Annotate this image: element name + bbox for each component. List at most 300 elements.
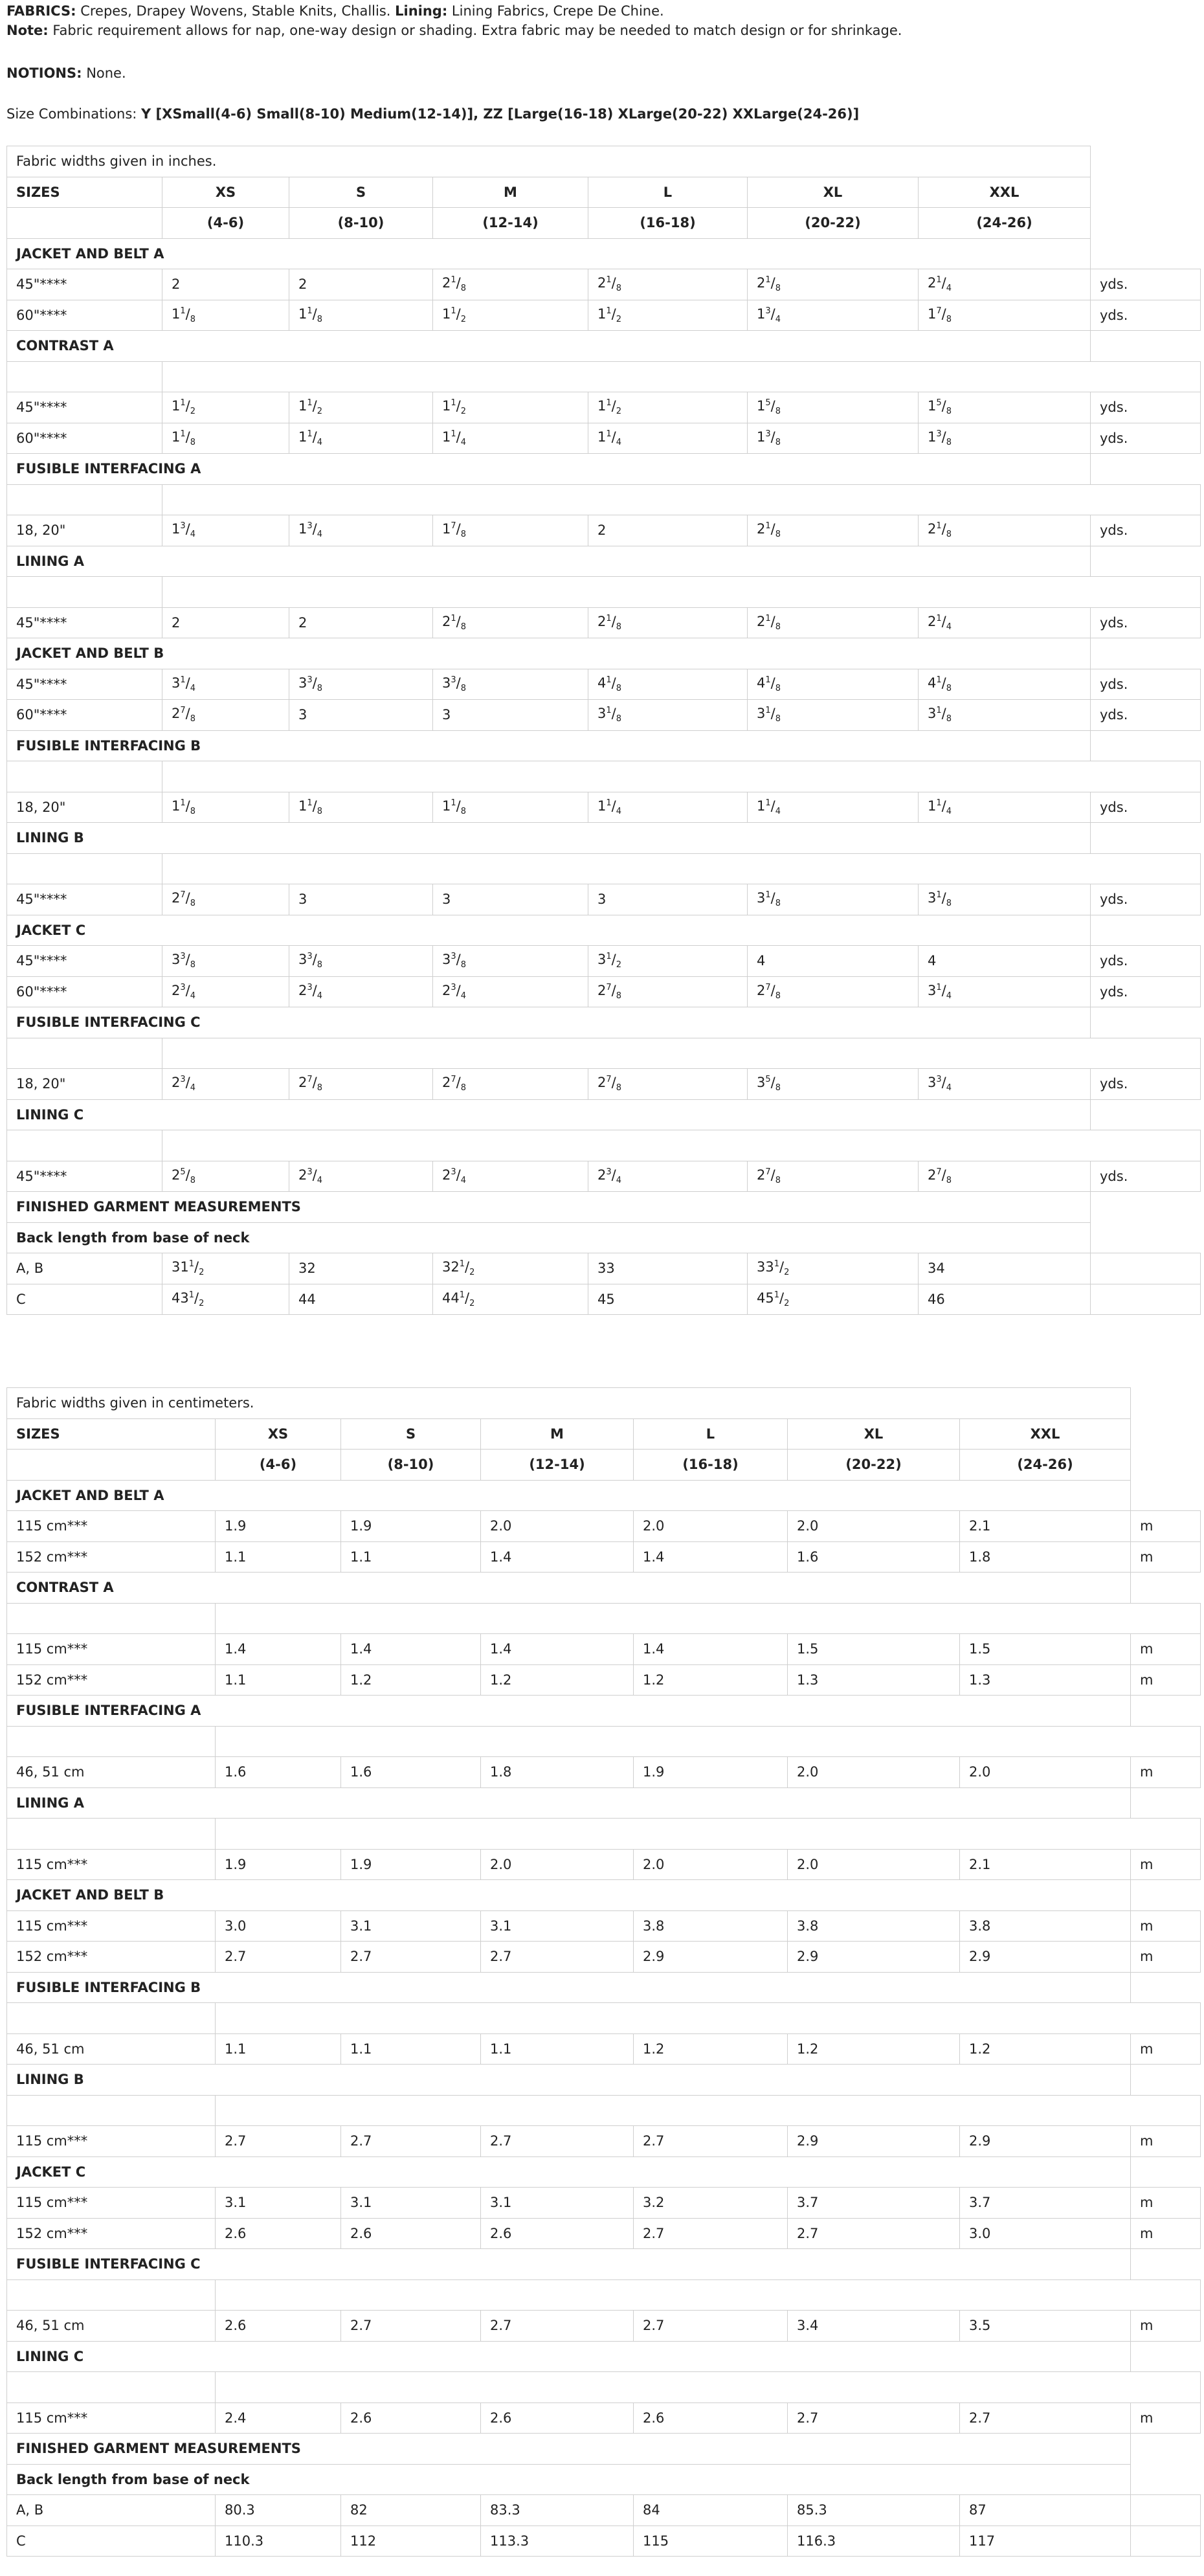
size-value xyxy=(588,700,748,731)
size-value xyxy=(919,1161,1091,1192)
size-value: 2.7 xyxy=(634,2311,788,2342)
unit-spacer xyxy=(1091,1222,1201,1253)
size-value: 2.6 xyxy=(481,2218,634,2249)
size-value: 2.7 xyxy=(634,2218,788,2249)
size-value xyxy=(748,1161,919,1192)
unit-spacer xyxy=(1131,1787,1201,1819)
sizes-header-row xyxy=(7,1418,1201,1450)
section-title: LINING C xyxy=(7,1099,1091,1130)
size-value xyxy=(162,1069,289,1100)
size-value: 33 xyxy=(588,1253,748,1284)
mixed-fraction: $3^1/_4$ xyxy=(928,982,952,1001)
size-value: 4 xyxy=(748,946,919,977)
size-value: 1.1 xyxy=(341,1541,481,1573)
row-label: 60"**** xyxy=(7,976,162,1007)
mixed-fraction: $2^1/_4$ xyxy=(928,275,952,294)
size-value: 1.4 xyxy=(481,1541,634,1573)
size-value: 1.2 xyxy=(341,1664,481,1696)
mixed-fraction: $2^7/_8$ xyxy=(757,982,781,1001)
size-value xyxy=(748,884,919,915)
blank-row xyxy=(7,1819,1201,1850)
section-row xyxy=(7,1007,1201,1038)
unit-cell: yds. xyxy=(1091,976,1201,1007)
mixed-fraction: $3^3/_4$ xyxy=(928,1075,952,1093)
table-row xyxy=(7,2402,1201,2434)
size-value: 3.8 xyxy=(788,1910,960,1942)
section-row xyxy=(7,1480,1201,1511)
mixed-fraction: $1^1/_4$ xyxy=(442,429,467,447)
unit-spacer xyxy=(1131,2341,1201,2372)
empty-cell xyxy=(7,1130,162,1161)
table-row xyxy=(7,2218,1201,2249)
unit-spacer xyxy=(1131,2065,1201,2096)
size-value xyxy=(588,423,748,454)
mixed-fraction: $1^1/_2$ xyxy=(597,306,622,324)
size-header: XL xyxy=(788,1418,960,1450)
section-title: JACKET C xyxy=(7,2156,1131,2188)
empty-cell xyxy=(7,2095,216,2126)
blank-row xyxy=(7,1603,1201,1634)
unit-cell: yds. xyxy=(1091,392,1201,423)
unit-cell xyxy=(1131,2495,1201,2526)
section-row xyxy=(7,2464,1201,2495)
table-row xyxy=(7,2495,1201,2526)
mixed-fraction: $32^1/_2$ xyxy=(442,1259,475,1278)
empty-cell xyxy=(162,361,1201,392)
mixed-fraction: $2^3/_4$ xyxy=(442,982,467,1001)
size-range: (8-10) xyxy=(341,1450,481,1481)
row-label: 18, 20" xyxy=(7,1069,162,1100)
size-combinations-line xyxy=(6,104,859,124)
section-row xyxy=(7,1787,1201,1819)
size-range: (8-10) xyxy=(289,208,433,239)
size-value: 2.9 xyxy=(788,2126,960,2157)
empty-cell xyxy=(7,361,162,392)
size-value xyxy=(433,423,588,454)
size-value xyxy=(433,269,588,300)
blank-row xyxy=(7,2095,1201,2126)
unit-spacer xyxy=(1131,1480,1201,1511)
mixed-fraction: $3^1/_8$ xyxy=(757,890,781,909)
unit-cell: m xyxy=(1131,2188,1201,2219)
row-label: 115 cm*** xyxy=(7,2188,216,2219)
size-value: 1.1 xyxy=(341,2033,481,2065)
size-value: 1.5 xyxy=(960,1634,1131,1665)
table-row xyxy=(7,1942,1201,1973)
size-value: 1.1 xyxy=(481,2033,634,2065)
size-header: XXL xyxy=(919,177,1091,208)
size-value: 1.9 xyxy=(216,1511,341,1542)
size-range: (16-18) xyxy=(634,1450,788,1481)
section-title: LINING A xyxy=(7,1787,1131,1819)
size-value: 2.9 xyxy=(960,1942,1131,1973)
mixed-fraction: $4^1/_8$ xyxy=(757,675,781,693)
size-header: XXL xyxy=(960,1418,1131,1450)
size-value xyxy=(588,669,748,700)
unit-spacer xyxy=(1091,454,1201,485)
size-value: 1.3 xyxy=(960,1664,1131,1696)
row-label: 45"**** xyxy=(7,669,162,700)
mixed-fraction: $1^1/_2$ xyxy=(442,306,467,324)
mixed-fraction: $1^3/_8$ xyxy=(757,429,781,447)
mixed-fraction: $1^1/_2$ xyxy=(597,398,622,417)
unit-cell: m xyxy=(1131,2218,1201,2249)
size-value: 1.8 xyxy=(481,1757,634,1788)
size-value xyxy=(162,792,289,823)
mixed-fraction: $4^1/_8$ xyxy=(928,675,952,693)
unit-spacer xyxy=(1091,915,1201,946)
section-title: JACKET AND BELT A xyxy=(7,1480,1131,1511)
caption-row xyxy=(7,1388,1201,1419)
size-value xyxy=(919,607,1091,638)
size-value: 1.9 xyxy=(341,1511,481,1542)
row-label: 46, 51 cm xyxy=(7,2311,216,2342)
unit-cell: m xyxy=(1131,1942,1201,1973)
row-label: 115 cm*** xyxy=(7,2402,216,2434)
mixed-fraction: $2^3/_4$ xyxy=(172,1075,196,1093)
size-value: 2 xyxy=(289,269,433,300)
size-value: 2.7 xyxy=(341,2311,481,2342)
size-value: 2.6 xyxy=(341,2402,481,2434)
size-value xyxy=(162,1161,289,1192)
mixed-fraction: $3^3/_8$ xyxy=(298,952,323,970)
mixed-fraction: $45^1/_2$ xyxy=(757,1290,790,1308)
unit-cell: yds. xyxy=(1091,300,1201,331)
row-label: 152 cm*** xyxy=(7,1541,216,1573)
table-row xyxy=(7,792,1201,823)
row-label: C xyxy=(7,1284,162,1315)
mixed-fraction: $1^3/_4$ xyxy=(757,306,781,324)
size-value xyxy=(588,792,748,823)
mixed-fraction: $2^7/_8$ xyxy=(172,890,196,909)
empty-cell xyxy=(7,208,162,239)
size-value xyxy=(748,700,919,731)
size-value xyxy=(162,669,289,700)
table-row xyxy=(7,392,1201,423)
size-header: XS xyxy=(216,1418,341,1450)
mixed-fraction: $2^7/_8$ xyxy=(597,1075,622,1093)
row-label: 45"**** xyxy=(7,269,162,300)
section-title: JACKET AND BELT B xyxy=(7,638,1091,669)
row-label: 45"**** xyxy=(7,1161,162,1192)
size-value xyxy=(919,1069,1091,1100)
size-value: 2.6 xyxy=(634,2402,788,2434)
mixed-fraction: $1^1/_2$ xyxy=(298,398,323,417)
size-value xyxy=(588,946,748,977)
size-value: 1.2 xyxy=(788,2033,960,2065)
unit-cell: yds. xyxy=(1091,669,1201,700)
section-row xyxy=(7,823,1201,854)
empty-cell xyxy=(7,853,162,884)
unit-spacer xyxy=(1091,208,1201,239)
size-value xyxy=(748,269,919,300)
mixed-fraction: $2^1/_4$ xyxy=(928,613,952,632)
size-header: L xyxy=(634,1418,788,1450)
section-title: FUSIBLE INTERFACING A xyxy=(7,1696,1131,1727)
unit-cell: m xyxy=(1131,1541,1201,1573)
mixed-fraction: $2^1/_8$ xyxy=(757,275,781,294)
mixed-fraction: $3^5/_8$ xyxy=(757,1075,781,1093)
unit-cell: yds. xyxy=(1091,1161,1201,1192)
row-label: 115 cm*** xyxy=(7,1910,216,1942)
size-value: 2 xyxy=(588,515,748,546)
size-value xyxy=(433,607,588,638)
mixed-fraction: $2^7/_8$ xyxy=(928,1167,952,1185)
blank-row xyxy=(7,1726,1201,1757)
empty-cell xyxy=(7,2279,216,2311)
section-title: CONTRAST A xyxy=(7,331,1091,362)
row-label: 115 cm*** xyxy=(7,1511,216,1542)
size-value: 3.8 xyxy=(634,1910,788,1942)
size-value: 115 xyxy=(634,2526,788,2557)
size-value xyxy=(433,515,588,546)
unit-cell: yds. xyxy=(1091,1069,1201,1100)
table-row xyxy=(7,2033,1201,2065)
size-value xyxy=(748,607,919,638)
size-value xyxy=(919,976,1091,1007)
unit-cell: m xyxy=(1131,2402,1201,2434)
section-title: FUSIBLE INTERFACING B xyxy=(7,730,1091,761)
fabrics-label: FABRICS: xyxy=(6,3,76,19)
section-row xyxy=(7,238,1201,269)
size-value: 4 xyxy=(919,946,1091,977)
mixed-fraction: $1^1/_4$ xyxy=(928,798,952,816)
size-value xyxy=(748,392,919,423)
empty-cell xyxy=(7,761,162,792)
sizes-label: SIZES xyxy=(7,1418,216,1450)
size-value xyxy=(162,515,289,546)
section-row xyxy=(7,1696,1201,1727)
size-value: 2.7 xyxy=(481,1942,634,1973)
size-value: 1.3 xyxy=(788,1664,960,1696)
mixed-fraction: $1^1/_4$ xyxy=(757,798,781,816)
mixed-fraction: $1^1/_8$ xyxy=(442,798,467,816)
size-header: XS xyxy=(162,177,289,208)
size-value: 82 xyxy=(341,2495,481,2526)
unit-spacer xyxy=(1091,331,1201,362)
size-value: 3 xyxy=(289,700,433,731)
size-value: 3.1 xyxy=(341,1910,481,1942)
table-row xyxy=(7,700,1201,731)
size-value: 1.8 xyxy=(960,1541,1131,1573)
section-row xyxy=(7,1192,1201,1223)
size-value: 112 xyxy=(341,2526,481,2557)
size-value: 2.7 xyxy=(788,2402,960,2434)
table-row xyxy=(7,515,1201,546)
blank-row xyxy=(7,761,1201,792)
mixed-fraction: $3^3/_8$ xyxy=(442,952,467,970)
size-value xyxy=(919,884,1091,915)
row-label: 115 cm*** xyxy=(7,2126,216,2157)
row-label: A, B xyxy=(7,1253,162,1284)
mixed-fraction: $1^3/_8$ xyxy=(928,429,952,447)
mixed-fraction: $2^3/_4$ xyxy=(298,982,323,1001)
size-value: 2.7 xyxy=(341,1942,481,1973)
empty-cell xyxy=(7,1038,162,1069)
size-range: (24-26) xyxy=(919,208,1091,239)
row-label: 45"**** xyxy=(7,884,162,915)
mixed-fraction: $2^7/_8$ xyxy=(442,1075,467,1093)
size-value xyxy=(433,792,588,823)
size-value: 1.1 xyxy=(216,1541,341,1573)
empty-cell xyxy=(162,761,1201,792)
size-value: 3.1 xyxy=(341,2188,481,2219)
mixed-fraction: $1^1/_4$ xyxy=(298,429,323,447)
size-value: 2 xyxy=(162,269,289,300)
size-value xyxy=(748,423,919,454)
blank-row xyxy=(7,2279,1201,2311)
mixed-fraction: $3^1/_8$ xyxy=(597,706,622,724)
mixed-fraction: $1^3/_4$ xyxy=(172,521,196,540)
size-value xyxy=(748,300,919,331)
table-row xyxy=(7,2126,1201,2157)
unit-cell: yds. xyxy=(1091,269,1201,300)
unit-spacer xyxy=(1091,146,1201,177)
size-value xyxy=(748,1284,919,1315)
unit-cell: m xyxy=(1131,1910,1201,1942)
size-value: 110.3 xyxy=(216,2526,341,2557)
unit-cell xyxy=(1091,1284,1201,1315)
size-value xyxy=(433,1284,588,1315)
size-value: 3.0 xyxy=(960,2218,1131,2249)
section-title: FINISHED GARMENT MEASUREMENTS xyxy=(7,2434,1131,2465)
section-row xyxy=(7,546,1201,577)
mixed-fraction: $1^1/_8$ xyxy=(172,306,196,324)
size-value xyxy=(433,1161,588,1192)
section-row xyxy=(7,454,1201,485)
row-label: 152 cm*** xyxy=(7,1942,216,1973)
section-title: FUSIBLE INTERFACING B xyxy=(7,1972,1131,2003)
row-label: 152 cm*** xyxy=(7,2218,216,2249)
size-value: 2.0 xyxy=(788,1511,960,1542)
size-value xyxy=(748,515,919,546)
mixed-fraction: $3^1/_8$ xyxy=(757,706,781,724)
size-range: (4-6) xyxy=(216,1450,341,1481)
unit-spacer xyxy=(1131,2249,1201,2280)
row-label: 60"**** xyxy=(7,700,162,731)
mixed-fraction: $1^5/_8$ xyxy=(757,398,781,417)
mixed-fraction: $1^1/_8$ xyxy=(172,429,196,447)
mixed-fraction: $2^1/_8$ xyxy=(442,613,467,632)
size-value: 3 xyxy=(289,884,433,915)
section-title: LINING A xyxy=(7,546,1091,577)
size-value xyxy=(588,1069,748,1100)
size-value xyxy=(162,1253,289,1284)
size-value: 2.6 xyxy=(341,2218,481,2249)
size-value: 2.9 xyxy=(788,1942,960,1973)
table-row xyxy=(7,607,1201,638)
table-row xyxy=(7,1910,1201,1942)
size-value xyxy=(433,1253,588,1284)
size-combinations-text: Y [XSmall(4-6) Small(8-10) Medium(12-14)], ZZ [Large(16-18) XLarge(20-22) XXLarge(24-26)] xyxy=(141,106,860,122)
size-value: 2.0 xyxy=(634,1849,788,1880)
table-caption: Fabric widths given in inches. xyxy=(7,146,1091,177)
size-value: 1.6 xyxy=(216,1757,341,1788)
empty-cell xyxy=(7,2372,216,2403)
size-value xyxy=(919,515,1091,546)
note-text: Fabric requirement allows for nap, one-way design or shading. Extra fabric may be needed to match design or for shrinkage. xyxy=(48,23,902,38)
mixed-fraction: $33^1/_2$ xyxy=(757,1259,790,1278)
size-value: 1.9 xyxy=(634,1757,788,1788)
mixed-fraction: $1^1/_2$ xyxy=(172,398,196,417)
mixed-fraction: $2^1/_8$ xyxy=(442,275,467,294)
size-range-row xyxy=(7,208,1201,239)
size-range: (12-14) xyxy=(481,1450,634,1481)
section-row xyxy=(7,2249,1201,2280)
size-value: 3.4 xyxy=(788,2311,960,2342)
size-value: 85.3 xyxy=(788,2495,960,2526)
mixed-fraction: $3^1/_4$ xyxy=(172,675,196,693)
size-value: 2.7 xyxy=(216,1942,341,1973)
size-range: (24-26) xyxy=(960,1450,1131,1481)
section-title: JACKET AND BELT B xyxy=(7,1880,1131,1911)
mixed-fraction: $1^7/_8$ xyxy=(928,306,952,324)
size-value xyxy=(289,392,433,423)
row-label: 60"**** xyxy=(7,423,162,454)
unit-spacer xyxy=(1131,1696,1201,1727)
section-row xyxy=(7,730,1201,761)
size-value: 117 xyxy=(960,2526,1131,2557)
table-row xyxy=(7,1069,1201,1100)
mixed-fraction: $1^7/_8$ xyxy=(442,521,467,540)
unit-cell: m xyxy=(1131,1634,1201,1665)
unit-spacer xyxy=(1131,1573,1201,1604)
row-label: C xyxy=(7,2526,216,2557)
mixed-fraction: $1^1/_8$ xyxy=(172,798,196,816)
unit-cell: m xyxy=(1131,1664,1201,1696)
table-row xyxy=(7,1541,1201,1573)
empty-cell xyxy=(162,484,1201,515)
size-header: M xyxy=(481,1418,634,1450)
size-value: 1.6 xyxy=(788,1541,960,1573)
size-value: 116.3 xyxy=(788,2526,960,2557)
table-row xyxy=(7,1664,1201,1696)
size-value: 1.2 xyxy=(960,2033,1131,2065)
size-value xyxy=(919,300,1091,331)
unit-cell: m xyxy=(1131,2033,1201,2065)
notions-line xyxy=(6,63,126,83)
size-value: 1.4 xyxy=(341,1634,481,1665)
size-value: 1.2 xyxy=(481,1664,634,1696)
size-value: 3 xyxy=(433,884,588,915)
size-value xyxy=(162,1284,289,1315)
size-value: 3.7 xyxy=(960,2188,1131,2219)
size-value: 1.4 xyxy=(481,1634,634,1665)
empty-cell xyxy=(7,1726,216,1757)
size-value: 2.9 xyxy=(960,2126,1131,2157)
table-row xyxy=(7,423,1201,454)
size-value: 3.7 xyxy=(788,2188,960,2219)
size-value xyxy=(588,392,748,423)
empty-cell xyxy=(7,2003,216,2034)
unit-spacer xyxy=(1091,1192,1201,1223)
mixed-fraction: $1^3/_4$ xyxy=(298,521,323,540)
fabrics-text: Crepes, Drapey Wovens, Stable Knits, Challis. xyxy=(76,3,396,19)
empty-cell xyxy=(162,853,1201,884)
size-value: 32 xyxy=(289,1253,433,1284)
size-value: 1.1 xyxy=(216,1664,341,1696)
section-title: Back length from base of neck xyxy=(7,2464,1131,2495)
mixed-fraction: $2^1/_8$ xyxy=(597,275,622,294)
unit-cell xyxy=(1131,2526,1201,2557)
section-title: FUSIBLE INTERFACING C xyxy=(7,1007,1091,1038)
section-title: LINING C xyxy=(7,2341,1131,2372)
mixed-fraction: $2^1/_8$ xyxy=(597,613,622,632)
size-value: 2.0 xyxy=(788,1757,960,1788)
unit-cell: yds. xyxy=(1091,700,1201,731)
mixed-fraction: $3^1/_2$ xyxy=(597,952,622,970)
size-value xyxy=(162,946,289,977)
